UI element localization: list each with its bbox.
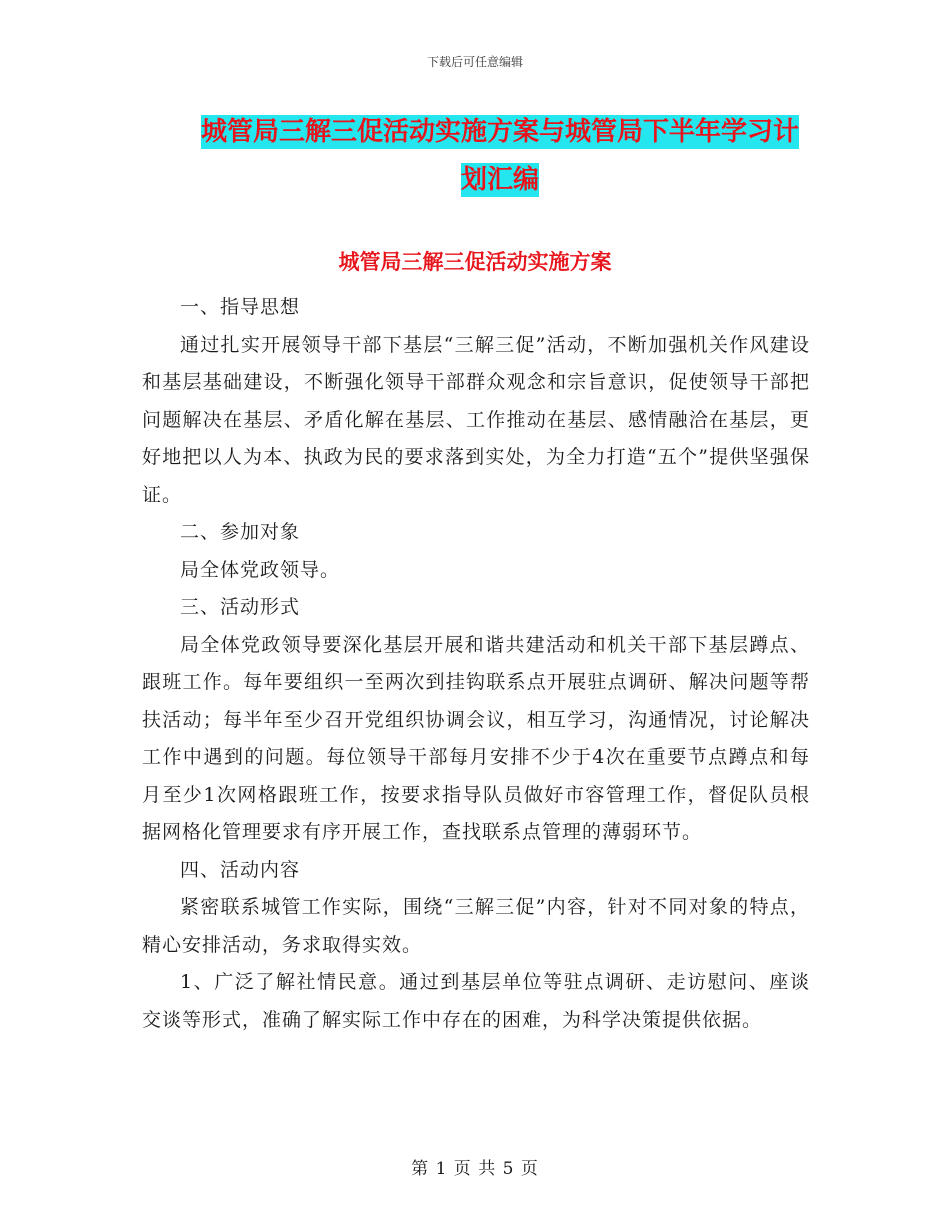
paragraph-activity-form: 局全体党政领导要深化基层开展和谐共建活动和机关干部下基层蹲点、跟班工作。每年要组织一至两次到挂钩联系点开展驻点调研、解决问题等帮扶活动；每半年至少召开党组织协调会议，相互学习，沟通情况，讨论解决工作中遇到的问题。每位领导干部每月安排不少于4次在重要节点蹲点和每月至少1次网格跟班工作，按要求指导队员做好市容管理工作，督促队员根据网格化管理要求有序开展工作，查找联系点管理的薄弱环节。 — [142, 633, 810, 843]
heading-participants: 二、参加对象 — [180, 521, 301, 543]
page-footer: 第 1 页 共 5 页 — [411, 1159, 539, 1179]
heading-guiding-ideology: 一、指导思想 — [180, 296, 301, 318]
document-body — [142, 289, 810, 1039]
paragraph-item-1: 1、广泛了解社情民意。通过到基层单位等驻点调研、走访慰问、座谈交谈等形式，准确了解实际工作中存在的困难，为科学决策提供依据。 — [142, 971, 810, 1031]
header-note: 下载后可任意编辑 — [426, 55, 523, 69]
document-title — [185, 108, 815, 204]
paragraph-participants: 局全体党政领导。 — [180, 558, 341, 581]
heading-activity-content: 四、活动内容 — [180, 858, 301, 881]
heading-activity-form: 三、活动形式 — [180, 596, 301, 618]
paragraph-activity-content: 紧密联系城管工作实际，围绕“三解三促”内容，针对不同对象的特点，精心安排活动，务求取得实效。 — [142, 896, 810, 956]
document-title-line-2: 划汇编 — [460, 165, 539, 195]
section-title: 城管局三解三促活动实施方案 — [338, 250, 612, 274]
document-title-line-1: 城管局三解三促活动实施方案与城管局下半年学习计 — [200, 117, 799, 147]
paragraph-guiding-ideology: 通过扎实开展领导干部下基层“三解三促”活动，不断加强机关作风建设和基层基础建设，不断强化领导干部群众观念和宗旨意识，促使领导干部把问题解决在基层、矛盾化解在基层、工作推动在基层、感情融洽在基层，更好地把以人为本、执政为民的要求落到实处，为全力打造“五个”提供坚强保证。 — [142, 333, 810, 506]
